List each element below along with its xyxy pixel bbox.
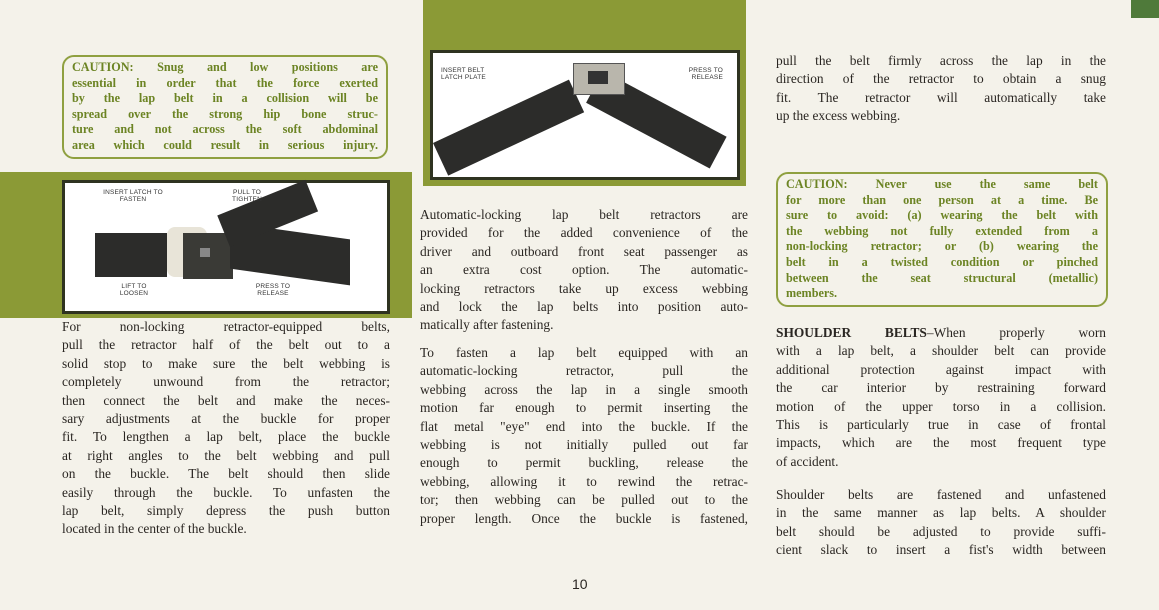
text-line: spread over the strong hip bone struc- xyxy=(72,106,378,121)
page-edge xyxy=(1131,0,1159,18)
label-pull-to-tighten: PULL TO TIGHTEN xyxy=(232,189,262,203)
text-line: CAUTION: Never use the same belt xyxy=(786,177,1098,191)
text-line: then connect the belt and make the neces- xyxy=(62,392,390,408)
text-line: fit. To lengthen a lap belt, place the buckle xyxy=(62,429,390,445)
text-line: up the excess webbing. xyxy=(776,108,901,124)
text-line: with a lap belt, a shoulder belt can provide xyxy=(776,343,1106,359)
push-button-icon xyxy=(200,248,210,257)
text-line: located in the center of the buckle. xyxy=(62,521,247,537)
text-line: members. xyxy=(786,286,838,301)
text-line: proper length. Once the buckle is fastened, xyxy=(420,510,748,526)
shoulder-belts-heading: SHOULDER BELTS xyxy=(776,325,927,340)
text-line: motion of the upper torso in a collision. xyxy=(776,398,1106,414)
text-line: webbing across the lap in a single smooth xyxy=(420,381,748,397)
text-line: tor; then webbing can be pulled out to the xyxy=(420,492,748,508)
page-number: 10 xyxy=(572,576,588,592)
caution-box-same-belt xyxy=(776,172,1108,307)
text-line: the webbing not fully extended from a xyxy=(786,223,1098,238)
middle-paragraph-2 xyxy=(420,344,748,528)
text-line: non-locking retractor; or (b) wearing the xyxy=(786,239,1098,254)
caution-box-lap-belt xyxy=(62,55,388,159)
text-line: on the buckle. The belt should then slide xyxy=(62,466,390,482)
text-line: provided for the added convenience of the xyxy=(420,225,748,241)
text-line: solid stop to make sure the belt webbing is xyxy=(62,355,390,371)
text-line: ture and not across the soft abdominal xyxy=(72,122,378,137)
text-line: Shoulder belts are fastened and unfastened xyxy=(776,487,1106,502)
right-paragraph-2 xyxy=(776,324,1106,471)
text-line: at right angles to the belt webbing and pull xyxy=(62,447,390,463)
text-line: an extra cost option. The automatic- xyxy=(420,262,748,278)
belt-left xyxy=(95,233,167,277)
text-line: completely unwound from the retractor; xyxy=(62,374,390,390)
text-line: and lock the lap belts into position auto- xyxy=(420,298,748,314)
text-line: To fasten a lap belt equipped with an xyxy=(420,345,748,360)
text-line: area which could result in serious injury. xyxy=(72,137,378,152)
text-line: flat metal "eye" end into the buckle. If the xyxy=(420,418,748,434)
text-line: fit. The retractor will automatically take xyxy=(776,89,1106,105)
label-press-to-release: PRESS TO RELEASE xyxy=(688,67,723,81)
figure-lap-belt-buckle xyxy=(62,180,390,314)
text-line: webbing is not initially pulled out far xyxy=(420,436,748,452)
text-line: For non-locking retractor-equipped belts, xyxy=(62,319,390,334)
text-line: belt in a twisted condition or pinched xyxy=(786,254,1098,269)
label-insert-latch: INSERT LATCH TO FASTEN xyxy=(103,189,163,203)
text-line: driver and outboard front seat passenger as xyxy=(420,243,748,259)
text-line: easily through the buckle. To unfasten the xyxy=(62,484,390,500)
text-line: between the seat structural (metallic) xyxy=(786,270,1098,285)
text-line: additional protection against impact with xyxy=(776,361,1106,377)
text-line: Automatic-locking lap belt retractors are xyxy=(420,207,748,222)
text-line: CAUTION: Snug and low positions are xyxy=(72,60,378,74)
text-line: sary adjustments at the buckle for proper xyxy=(62,410,390,426)
middle-paragraph-1 xyxy=(420,206,748,335)
paragraph-line: –When properly worn xyxy=(926,325,1107,340)
text-line: automatic-locking retractor, pull the xyxy=(420,363,748,379)
push-button-icon xyxy=(588,71,608,84)
text-line: by the lap belt in a collision will be xyxy=(72,91,378,106)
text-line: in the same manner as lap belts. A shoulder xyxy=(776,505,1106,521)
text-line: enough to permit buckling, release the xyxy=(420,455,748,471)
text-line: matically after fastening. xyxy=(420,317,554,333)
text-line: pull the belt firmly across the lap in the xyxy=(776,53,1106,68)
figure-automatic-belt xyxy=(430,50,740,180)
text-line: belt should be adjusted to provide suffi- xyxy=(776,523,1106,539)
text-line: impacts, which are the most frequent type xyxy=(776,435,1106,451)
text-line: motion far enough to permit inserting the xyxy=(420,400,748,416)
text-line: cient slack to insert a fist's width between xyxy=(776,542,1106,558)
text-line: the car interior by restraining forward xyxy=(776,380,1106,396)
text-line: for more than one person at a time. Be xyxy=(786,192,1098,207)
text-line: of accident. xyxy=(776,453,839,469)
text-line: essential in order that the force exerted xyxy=(72,75,378,90)
label-insert-belt: INSERT BELT LATCH PLATE xyxy=(441,67,486,81)
text-line: pull the retractor half of the belt out to a xyxy=(62,337,390,353)
text-line: This is particularly true in case of frontal xyxy=(776,416,1106,432)
text-line: lap belt, simply depress the push button xyxy=(62,502,390,518)
text-line: webbing, allowing it to rewind the retrac- xyxy=(420,473,748,489)
right-paragraph-3 xyxy=(776,486,1106,560)
label-press-to-release: PRESS TO RELEASE xyxy=(255,283,291,297)
label-lift-to-loosen: LIFT TO LOOSEN xyxy=(119,283,149,297)
text-line: locking retractors take up excess webbing xyxy=(420,280,748,296)
text-line: direction of the retractor to obtain a snug xyxy=(776,71,1106,87)
text-line: sure to avoid: (a) wearing the belt with xyxy=(786,208,1098,223)
belt-left xyxy=(433,80,584,176)
left-body-text xyxy=(62,318,390,539)
right-paragraph-1 xyxy=(776,52,1106,126)
